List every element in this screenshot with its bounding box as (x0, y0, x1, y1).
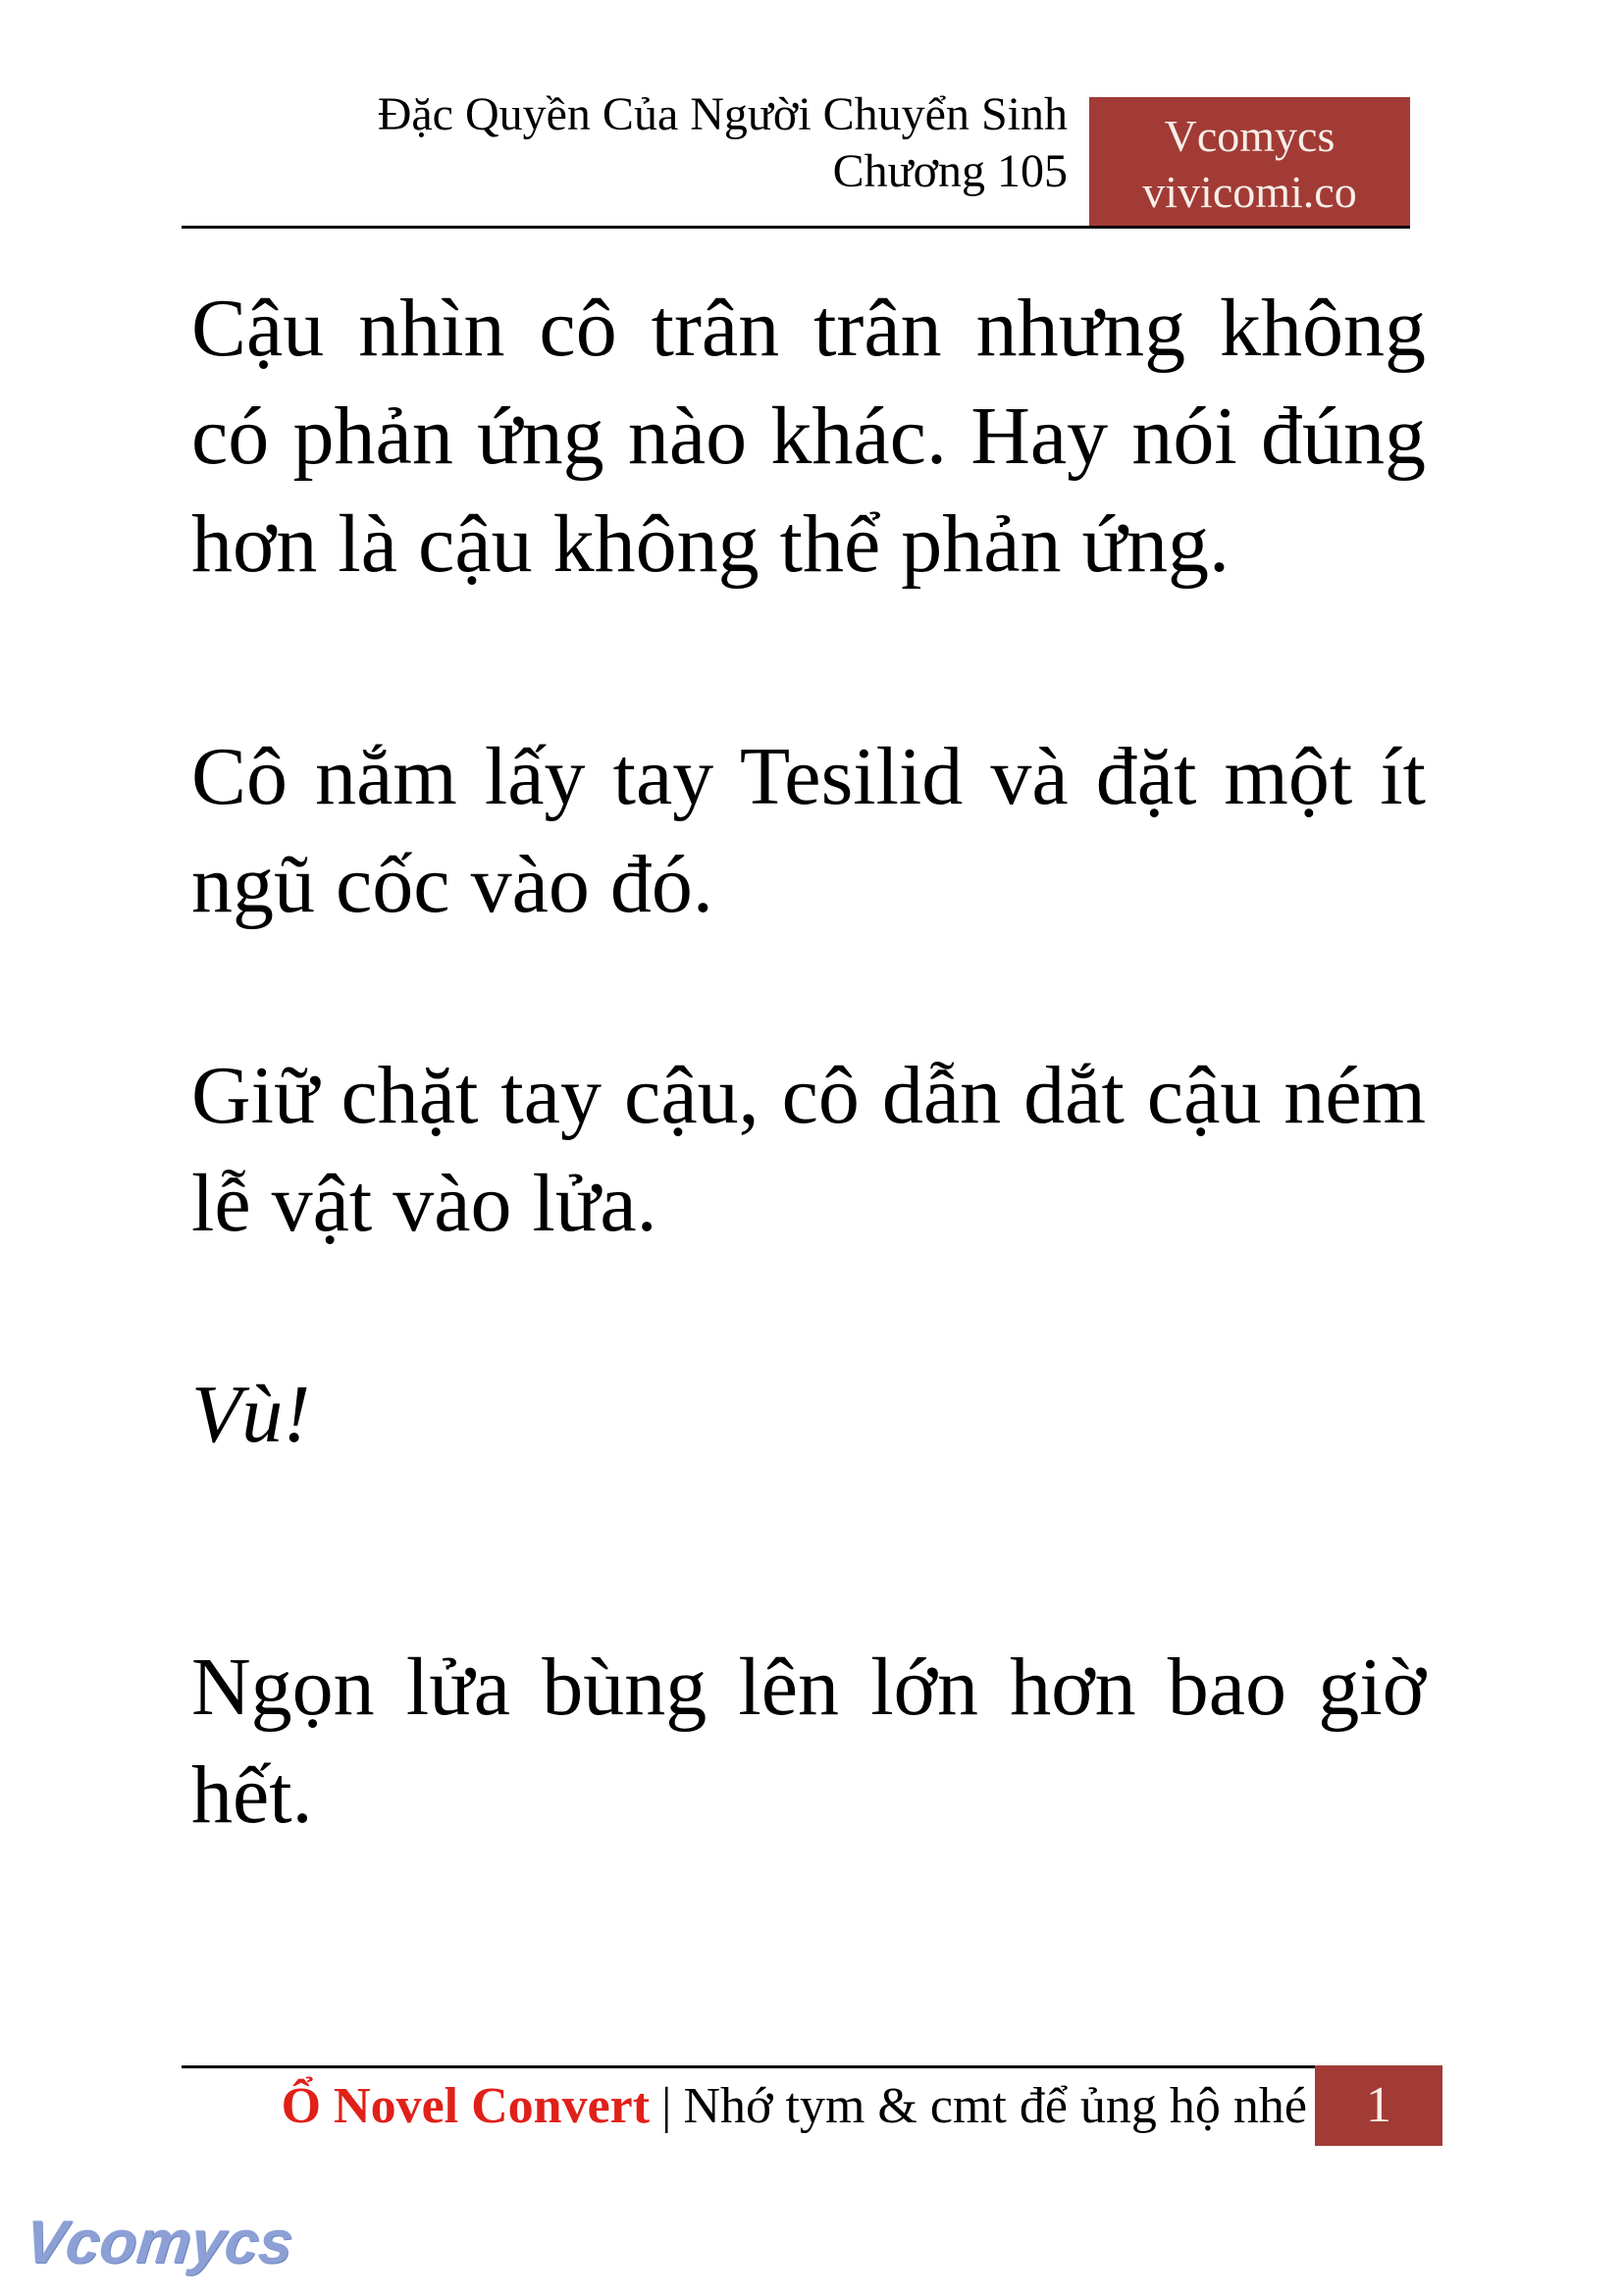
text-line: hơn là cậu không thể phản ứng. (191, 498, 1231, 590)
footer-message: Nhớ tym & cmt để ủng hộ nhé (683, 2078, 1307, 2134)
page-number: 1 (1366, 2077, 1391, 2133)
header-divider (182, 226, 1410, 229)
paragraph (191, 723, 1426, 939)
chapter-number: Chương 105 (832, 145, 1068, 197)
text-line: ngũ cốc vào đó. (191, 839, 713, 930)
text-line: có phản ứng nào khác. Hay nói đúng (191, 391, 1426, 482)
paragraph (191, 1634, 1426, 1850)
brand-name: Vcomycs (1164, 111, 1336, 161)
footer-separator: | (661, 2078, 672, 2134)
paragraph (191, 275, 1426, 599)
brand-site: vivicomi.co (1142, 167, 1357, 217)
text-line: Giữ chặt tay cậu, cô dẫn dắt cậu ném (191, 1050, 1426, 1141)
footer-credit: Ổ Novel Convert (281, 2078, 651, 2134)
footer-note (182, 2076, 1307, 2137)
watermark-logo: Vcomycs (22, 2209, 296, 2276)
paragraph (191, 1361, 1426, 1469)
text-line-italic: Vù! (191, 1369, 311, 1460)
text-line: lễ vật vào lửa. (191, 1158, 657, 1249)
brand-box (1089, 97, 1410, 229)
series-title: Đặc Quyền Của Người Chuyển Sinh (377, 88, 1068, 140)
text-line: Ngọn lửa bùng lên lớn hơn bao giờ (191, 1642, 1426, 1733)
chapter-header (182, 86, 1068, 200)
text-line: Cô nắm lấy tay Tesilid và đặt một ít (191, 731, 1426, 822)
text-line: Cậu nhìn cô trân trân nhưng không (191, 283, 1426, 374)
page-number-badge (1315, 2065, 1442, 2146)
footer-divider (182, 2065, 1315, 2068)
text-line: hết. (191, 1749, 313, 1841)
paragraph (191, 1042, 1426, 1258)
